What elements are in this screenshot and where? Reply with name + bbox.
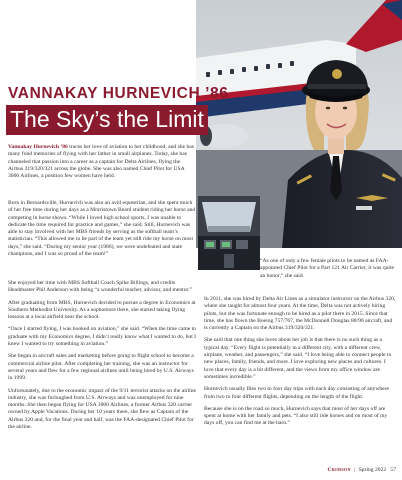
lede-name: Vannakay Hurnevich ’86 xyxy=(8,144,68,150)
footer-separator: | xyxy=(354,467,356,473)
paragraph: In 2011, she was hired by Delta Air Lines as a simulator instructor on the Airbus 320, where she taught for almost four years. At the time, Delta was not actively hiring pilots, but she was fortunate enough to be hired as a pilot there in 2015. Since that time, she has flown the Boeing 757/767, the McDonnell Douglas 88/90 aircraft, and is currently a Captain on the Airbus 319/320/321. xyxy=(204,296,396,332)
article-kicker: VANNAKAY HURNEVICH ’86 xyxy=(8,85,229,102)
paragraph: After graduating from MBS, Hurnevich decided to pursue a degree in Economics at Southern Methodist University. As a sophomore there, she started taking flying lessons at a local airfield near the school. xyxy=(8,299,196,321)
cockpit-inset-photo xyxy=(198,196,260,270)
issue-label: Spring 2022 xyxy=(358,467,387,473)
pull-quote: “As one of only a few female pilots to be named as FAA-appointed Chief Pilot for a Part 121 Air Carrier, it was quite an honor,” she said. xyxy=(260,258,394,279)
paragraph: Unfortunately, due to the economic impact of the 9/11 terrorist attacks on the airline industry, she was furloughed from U.S. Airways and was unemployed for nine months. She then began flying for USA 3000 Airlines, a former Airbus 320 carrier owned by Apple Vacations. During her 10 years there, she flew as Captain of the Airbus 320 and, for the final year and half, was the FAA-designated Chief Pilot for the airline. xyxy=(8,387,197,431)
paragraph: Hurnevich usually flies two to four day trips with each day consisting of anywhere from two to four different flights, depending on the length of the flight. xyxy=(204,386,390,400)
paragraph: She enjoyed her time with MBS Softball Coach Spike Billings, and credits Headmaster Phil Anderson with being “a wonderful teacher, advisor, and mentor.” xyxy=(8,280,192,294)
left-column-upper xyxy=(8,200,196,263)
article-lede xyxy=(8,144,194,185)
magazine-name: Crimson xyxy=(327,467,351,473)
paragraph: She began in aircraft sales and marketing before going to flight school to become a commercial airline pilot. After completing her training, she was an instructor for several years and flew for a few regional airlines until being hired by U.S. Airways in 1999. xyxy=(8,353,194,382)
paragraph: Born in Bernardsville, Hurnevich was also an avid equestrian, and she spent much of her free time during her days as a Morristown Beard student riding her horse and competing in horse shows. “While I loved high school sports, I was unable to dedicate the time required for practice and games,” she said. Still, Hurnevich was able to stay involved with her MBS friends by serving as the softball team’s statistician. “This allowed me to be part of the team yet still ride my horse on most days,” she said. “During my senior year (1986), we were undefeated and state champions, and I was so proud of the team!” xyxy=(8,200,196,258)
page-number: 57 xyxy=(390,467,396,473)
paragraph: Because she is on the road so much, Hurnevich says that most of her days off are spent at home with her family and pets. “I also still ride horses and on most of my days off, you can find me at the barn.” xyxy=(204,405,388,427)
page-footer xyxy=(327,467,396,473)
article-headline: The Sky’s the Limit xyxy=(6,105,208,135)
left-column-lower xyxy=(8,280,196,436)
right-column xyxy=(204,296,396,433)
paragraph: She said that one thing she loves about her job is that there is no such thing as a typical day. “Every flight is potentially in a different city, with a different crew, airplane, weather, and passengers,” she said. “I love being able to connect people to new places, family, friends, and more. I love exploring new places and cultures. I love that every day is a bit different, and the views from my office window are sometimes incredible.” xyxy=(204,337,392,380)
lede-text: traces her love of aviation to her childhood, and she has many fond memories of flying with her father in small airplanes. Today, she has channeled that passion into a career as a captain for Delta Airlines, flying the Airbus 319/320/321 across the globe. She was also named Chief Pilot for USA 3000 Airlines, a position few women have held. xyxy=(8,144,194,180)
paragraph: “Once I started flying, I was hooked on aviation,” she said. “When the time came to graduate with my Economics degree, I didn’t really know what I wanted to do, but I knew I wanted to try something in aviation.” xyxy=(8,326,197,348)
